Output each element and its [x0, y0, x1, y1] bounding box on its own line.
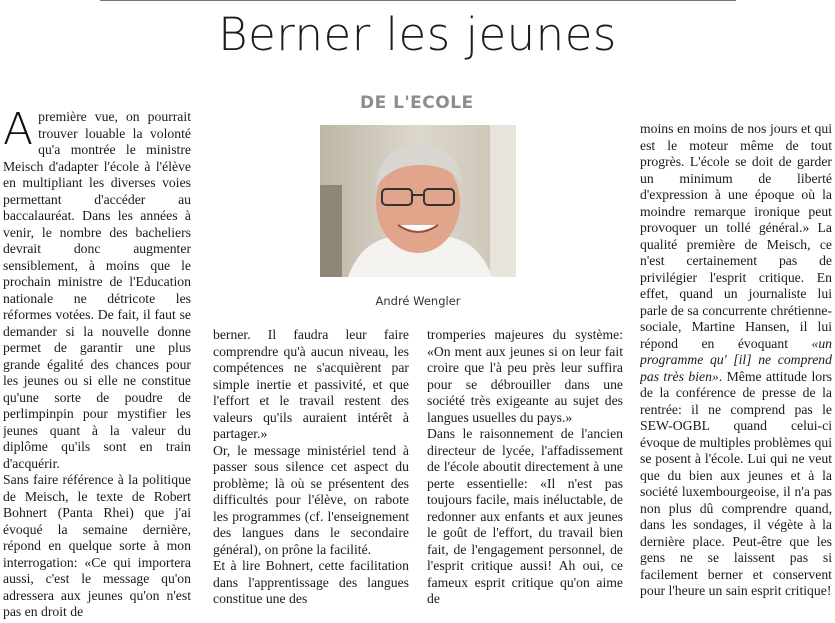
author-photo — [320, 125, 516, 277]
drop-cap: A — [3, 109, 34, 155]
article-headline: Berner les jeunes — [218, 8, 617, 61]
paragraph: Et à lire Bohnert, cette facilitation dans l'apprentissage des langues constitue une des — [213, 558, 409, 606]
paragraph: tromperies majeures du système: «On ment aux jeunes si on leur fait croire que l'à peu près leur suffira pour se débrouiller dans une société très exigeante au sujet des langues usuelles du pays.» — [427, 327, 623, 425]
italic-quote: «un programme qu' [il] ne comprend pas très bien» — [640, 335, 832, 384]
paragraph-text: moins en moins de nos jours et qui est le moteur même de tout progrès. L'école se doit de garder un minimum de liberté d'expression à une époque où la moindre remarque ironique peut provoquer un tollé général.» La qualité première de Meisch, ce n'est certainement pas de privilégier l'esprit critique. En effet, quand un journaliste lui parle de sa concurrente chrétienne-sociale, Martine Hansen, il lui répond en évoquant — [640, 121, 832, 351]
text-column-4 — [640, 121, 832, 623]
text-column-1 — [3, 109, 191, 623]
photo-caption: André Wengler — [375, 294, 461, 308]
top-rule — [100, 0, 736, 1]
paragraph — [640, 121, 832, 600]
paragraph-text: . Même attitude lors de la conférence de presse de la rentrée: il ne comprend pas le SEW-OGBL quand celui-ci évoque de multiples problèmes qui se posent à l'école. Lui qui ne veut que du bien aux jeunes et à la société luxembourgeoise, il n'a pas non plus dû comprendre quand, dans les sondages, il végète à la dernière place. Peut-être que les gens ne se laissent pas si facilement berner et conservent pour l'heure un sain esprit critique! — [640, 368, 832, 598]
paragraph: Or, le message ministériel tend à passer sous silence cet aspect du problème; là où se présentent des difficultés pour l'élève, on rabote les programmes (cf. l'enseignement des langues dans le secondaire général), on prône la facilité. — [213, 442, 409, 557]
paragraph: Sans faire référence à la politique de Meisch, le texte de Robert Bohnert (Panta Rhei) que j'ai évoqué la semaine dernière, répond en quelque sorte à mon interrogation: «Ce qui importera aussi, c'est le message qu'on adressera aux jeunes qu'on n'est pas en droit de — [3, 472, 191, 619]
paragraph: Dans le raisonnement de l'ancien directeur de lycée, l'affadissement de l'école aboutit directement à une perte essentielle: «Il n'est pas toujours facile, mais inéluctable, de redonner aux enfants et aux jeunes le goût de l'effort, du travail bien fait, de l'engagement personnel, de l'esprit critique aussi! Ah oui, ce fameux esprit critique qu'on aime de — [427, 426, 623, 606]
section-kicker: DE L'ECOLE — [360, 93, 474, 113]
paragraph-text: première vue, on pourrait trouver louable la volonté qu'a montrée le ministre Meisch d'adapter l'école à l'élève en multipliant les diverses voies permettant d'accéder au baccalauréat. Dans les années à venir, le nombre des bacheliers devrait donc augmenter sensiblement, à moins que le prochain ministre de l'Education nationale ne détricote les réformes votées. De fait, il faut se demander si la nouvelle donne permet de garantir une plus grande égalité des chances pour les jeunes ou si elle ne constitue qu'une sorte de poudre de perlimpinpin pour mystifier les jeunes quant à la valeur du diplôme qu'ils sont en train d'acquérir. — [3, 109, 191, 471]
author-portrait-image — [320, 125, 516, 277]
text-column-2 — [213, 327, 409, 623]
paragraph — [3, 109, 191, 472]
text-column-3 — [427, 327, 623, 623]
paragraph: berner. Il faudra leur faire comprendre qu'à aucun niveau, les compétences ne s'acquièrent par simple inertie et passivité, et que l'effort et le travail restent des valeurs qu'ils auraient intérêt à partager.» — [213, 327, 409, 441]
